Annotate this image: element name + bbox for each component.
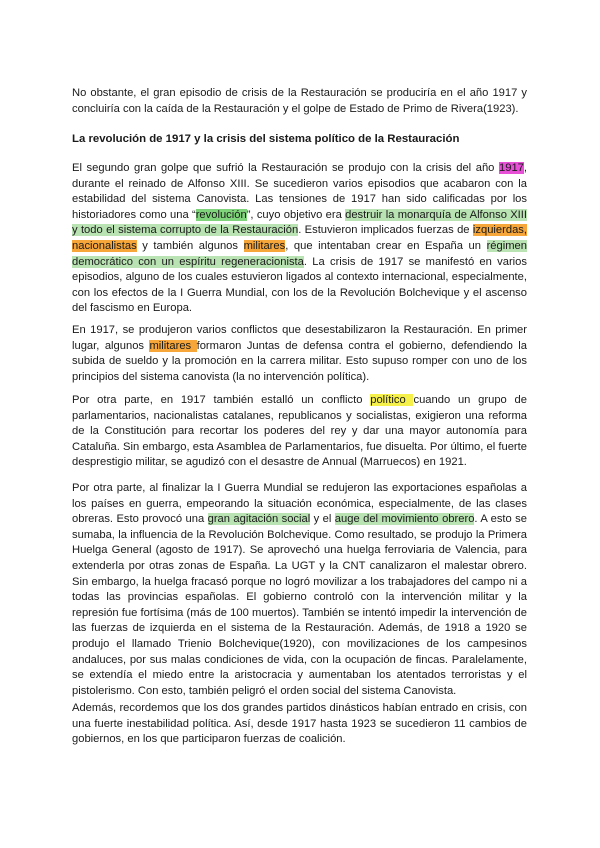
highlight-militares-2: militares — [149, 339, 197, 352]
paragraph-5 — [72, 701, 527, 748]
p5-text: Además, recordemos que los dos grandes partidos dinásticos habían entrado en crisis, con una fuerte inestabilidad política. Así, desde 1917 hasta 1923 se sucedieron 11 cambios de gobiernos, en los que participaron fuerzas de coalición. — [72, 702, 527, 746]
p3-text-1: Por otra parte, en 1917 también estalló un conflicto — [72, 394, 371, 406]
paragraph-2 — [72, 323, 527, 385]
paragraph-1 — [72, 161, 527, 317]
p3-text-2: cuando un grupo de parlamentarios, nacionalistas catalanes, republicanos y socialistas, exigieron una reforma de la Constitución para recortar los poderes del rey y dar una mayor autonomía para Cataluña. Sin embargo, esta Asamblea de Parlamentarios, fue disuelta. Por último, el fuerte desprestigio militar, se agudizó con el desastre de Annual (Marruecos) en 1921. — [72, 394, 527, 469]
highlight-politico: político — [370, 394, 414, 406]
paragraph-4 — [72, 481, 527, 699]
p4-text-1: Por otra parte, al finalizar la I Guerra Mundial se redujeron las exportaciones españolas a los países en guerra, empeorando la situación económica, especialmente, de las clases obreras. Esto provocó una — [72, 482, 527, 526]
highlight-militares: militares — [243, 239, 286, 252]
intro-text: No obstante, el gran episodio de crisis de la Restauración se produciría en el año 1917 y concluiría con la caída de la Restauración y el golpe de Estado de Primo de Rivera(1923). — [72, 87, 527, 115]
p2-text-2: formaron Juntas de defensa contra el gobierno, defendiendo la subida de sueldo y la promoción en la carrera militar. Esto supuso romper con uno de los principios del sistema canovista (la no intervención política). — [72, 339, 527, 383]
section-heading: La revolución de 1917 y la crisis del sistema político de la Restauración — [72, 133, 460, 145]
highlight-regimen: régimen democrático con un espíritu regeneracionista — [72, 239, 527, 268]
p1-text-5: y también algunos — [136, 239, 244, 252]
intro-paragraph — [72, 86, 527, 117]
p1-text-3: ”, cuyo objetivo era — [246, 208, 346, 221]
highlight-izquierdas: izquierdas, nacionalistas — [72, 224, 527, 252]
highlight-movimiento-obrero: auge del movimiento obrero — [334, 513, 475, 526]
p4-text-3: . A esto se sumaba, la influencia de la Revolución Bolchevique. Como resultado, se produjo la Primera Huelga General (agosto de 1917). Se aprovechó una huelga ferroviaria de Valencia, para extenderla por otras zonas de España. La UGT y la CNT canalizaron el malestar obrero. Sin embargo, la huelga fracasó porque no logró movilizar a los trabajadores del campo ni a todas las provincias españolas. El gobierno controló con la intervención militar y la represión fue fortísima (más de 100 muertos). También se intentó impedir la intervención de las fuerzas de izquierda en el sistema de la Restauración. Además, de 1918 a 1920 se produjo el llamado Trienio Bolchevique(1920), con movilizaciones de los campesinos andaluces, por sus malas condiciones de vida, con la ocupación de fincas. Paralelamente, se extendía el miedo entre la aristocracia y aumentaban los atentados terroristas y el pistolerismo. Con esto, también peligró el orden social del sistema Canovista. — [72, 513, 527, 697]
p1-text-7: . La crisis de 1917 se manifestó en varios episodios, alguno de los cuales estuvieron ligados al contexto internacional, especialmente, con los efectos de la I Guerra Mundial, con los de la Revolución Bolchevique y el ascenso del fascismo en Europa. — [72, 255, 527, 315]
highlight-objetivo: destruir la monarquía de Alfonso XIII y todo el sistema corrupto de la Restauración — [72, 208, 528, 237]
p1-text-1: El segundo gran golpe que sufrió la Restauración se produjo con la crisis del año — [72, 162, 499, 174]
p2-text-1: En 1917, se produjeron varios conflictos que desestabilizaron la Restauración. En primer lugar, algunos — [72, 324, 527, 352]
highlight-agitacion: gran agitación social — [207, 513, 311, 526]
paragraph-3 — [72, 393, 527, 471]
p4-text-2: y el — [310, 513, 335, 526]
p1-text-2: , durante el reinado de Alfonso XIII. Se sucedieron varios episodios que acabaron con la estabilidad del sistema Canovista. Las tensiones de 1917 han sido calificadas por los historiadores como una “ — [72, 162, 527, 221]
highlight-revolucion: revolución — [195, 208, 247, 221]
p1-text-4: . Estuvieron implicados fuerzas de — [298, 224, 473, 237]
highlight-1917: 1917 — [499, 162, 524, 174]
p1-text-6: , que intentaban crear en España un — [285, 239, 487, 252]
